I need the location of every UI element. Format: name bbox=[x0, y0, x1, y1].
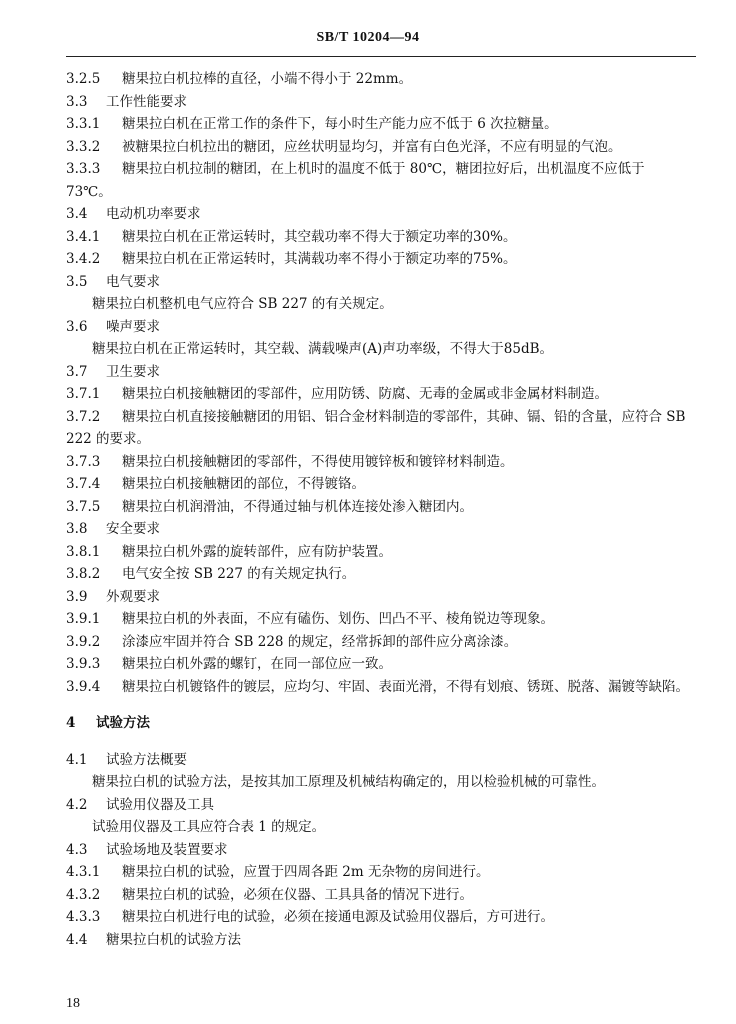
paragraph-line bbox=[66, 771, 694, 794]
clause-text: 工作性能要求 bbox=[106, 93, 187, 110]
paragraph-line bbox=[66, 271, 694, 294]
clause-number: 3.6 bbox=[66, 318, 88, 335]
paragraph-line bbox=[66, 451, 694, 474]
paragraph-line bbox=[66, 794, 694, 817]
section-number: 4 bbox=[66, 715, 76, 731]
clause-number: 3.9.2 bbox=[66, 633, 101, 650]
clause-number: 3.4.2 bbox=[66, 251, 101, 267]
clause-text: 试验场地及装置要求 bbox=[106, 841, 228, 858]
paragraph-line bbox=[66, 586, 694, 609]
clause-text: 糖果拉白机拉制的糖团，在上机时的温度不低于 80℃，糖团拉好后，出机温度不应低于 73℃。 bbox=[66, 161, 645, 200]
paragraph-line bbox=[66, 473, 694, 496]
clause-text: 糖果拉白机进行电的试验，必须在接通电源及试验用仪器后，方可进行。 bbox=[122, 909, 554, 925]
paragraph-line bbox=[66, 203, 694, 226]
clause-number: 3.8 bbox=[66, 521, 88, 537]
paragraph-line bbox=[66, 406, 694, 451]
clause-number: 3.3.1 bbox=[66, 116, 101, 132]
paragraph-line bbox=[66, 749, 694, 772]
clause-text: 糖果拉白机在正常运转时，其空载、满载噪声(A)声功率级，不得大于85dB。 bbox=[92, 341, 554, 357]
clause-number: 3.9.1 bbox=[66, 611, 101, 627]
paragraph-line bbox=[66, 631, 694, 654]
paragraph-line bbox=[66, 861, 694, 884]
clause-number: 3.3.2 bbox=[66, 138, 101, 155]
clause-number: 3.3 bbox=[66, 93, 88, 110]
clause-text: 糖果拉白机的外表面，不应有磕伤、划伤、凹凸不平、棱角锐边等现象。 bbox=[122, 611, 554, 627]
paragraph-line bbox=[66, 884, 694, 907]
clause-text: 噪声要求 bbox=[106, 318, 160, 335]
section-4-block bbox=[66, 749, 694, 952]
clause-text: 电动机功率要求 bbox=[106, 206, 201, 222]
document-body bbox=[66, 68, 694, 951]
clause-number: 3.7.5 bbox=[66, 498, 101, 515]
clause-number: 3.3.3 bbox=[66, 161, 101, 177]
clause-number: 3.7.3 bbox=[66, 453, 101, 470]
paragraph-line bbox=[66, 293, 694, 316]
clause-text: 糖果拉白机外露的螺钉，在同一部位应一致。 bbox=[122, 656, 392, 672]
standard-code-header: SB/T 10204—94 bbox=[316, 30, 420, 45]
clause-number: 4.4 bbox=[66, 931, 88, 948]
clause-text: 糖果拉白机接触糖团的部位，不得镀铬。 bbox=[122, 476, 365, 492]
paragraph-line bbox=[66, 91, 694, 114]
clause-text: 卫生要求 bbox=[106, 363, 160, 380]
clause-text: 糖果拉白机润滑油，不得通过轴与机体连接处渗入糖团内。 bbox=[122, 498, 473, 515]
paragraph-line bbox=[66, 158, 694, 203]
clause-text: 涂漆应牢固并符合 SB 228 的规定，经常拆卸的部件应分离涂漆。 bbox=[122, 633, 518, 650]
clause-text: 糖果拉白机拉棒的直径，小端不得小于 22mm。 bbox=[122, 71, 413, 87]
clause-text: 糖果拉白机整机电气应符合 SB 227 的有关规定。 bbox=[92, 296, 393, 312]
clause-number: 3.9.4 bbox=[66, 678, 101, 695]
paragraph-line bbox=[66, 316, 694, 339]
clause-number: 3.4 bbox=[66, 206, 88, 222]
paragraph-line bbox=[66, 676, 694, 699]
clause-text: 糖果拉白机外露的旋转部件，应有防护装置。 bbox=[122, 543, 392, 560]
clause-number: 3.9 bbox=[66, 588, 88, 605]
paragraph-line bbox=[66, 496, 694, 519]
paragraph-line bbox=[66, 518, 694, 541]
section-4-heading bbox=[66, 712, 694, 735]
clause-text: 被糖果拉白机拉出的糖团，应丝状明显均匀，并富有白色光泽，不应有明显的气泡。 bbox=[122, 138, 622, 155]
clause-text: 外观要求 bbox=[106, 588, 160, 605]
page-number: 18 bbox=[66, 996, 80, 1011]
clause-number: 4.2 bbox=[66, 796, 88, 813]
clause-number: 3.5 bbox=[66, 273, 88, 290]
clause-text: 试验用仪器及工具 bbox=[106, 796, 214, 813]
paragraph-line bbox=[66, 839, 694, 862]
clause-text: 糖果拉白机直接接触糖团的用铝、铝合金材料制造的零部件，其砷、镉、铅的含量，应符合 SB 222 的要求。 bbox=[66, 408, 686, 447]
clause-text: 糖果拉白机的试验方法 bbox=[106, 931, 241, 948]
paragraph-line bbox=[66, 383, 694, 406]
paragraph-line bbox=[66, 563, 694, 586]
clause-text: 糖果拉白机接触糖团的零部件，不得使用镀锌板和镀锌材料制造。 bbox=[122, 453, 514, 470]
paragraph-line bbox=[66, 226, 694, 249]
clause-text: 糖果拉白机的试验，应置于四周各距 2m 无杂物的房间进行。 bbox=[122, 864, 490, 880]
header-rule bbox=[66, 56, 696, 57]
clause-number: 3.8.2 bbox=[66, 566, 101, 582]
clause-number: 3.7.1 bbox=[66, 386, 101, 402]
clause-text: 糖果拉白机的试验，必须在仪器、工具具备的情况下进行。 bbox=[122, 886, 473, 903]
paragraph-line bbox=[66, 816, 694, 839]
clause-number: 4.3.3 bbox=[66, 909, 101, 925]
paragraph-line bbox=[66, 113, 694, 136]
section-3-block bbox=[66, 68, 694, 698]
clause-number: 4.1 bbox=[66, 751, 88, 768]
clause-text: 试验用仪器及工具应符合表 1 的规定。 bbox=[92, 819, 326, 835]
clause-number: 3.8.1 bbox=[66, 543, 101, 560]
paragraph-line bbox=[66, 68, 694, 91]
clause-text: 糖果拉白机的试验方法，是按其加工原理及机械结构确定的，用以检验机械的可靠性。 bbox=[92, 774, 605, 790]
clause-text: 电气要求 bbox=[106, 273, 160, 290]
clause-text: 糖果拉白机在正常工作的条件下，每小时生产能力应不低于 6 次拉糖量。 bbox=[122, 116, 558, 132]
paragraph-line bbox=[66, 653, 694, 676]
clause-number: 3.4.1 bbox=[66, 228, 101, 245]
paragraph-line bbox=[66, 248, 694, 271]
clause-text: 糖果拉白机接触糖团的零部件，应用防锈、防腐、无毒的金属或非金属材料制造。 bbox=[122, 386, 608, 402]
clause-text: 电气安全按 SB 227 的有关规定执行。 bbox=[122, 566, 356, 582]
paragraph-line bbox=[66, 361, 694, 384]
clause-number: 4.3.2 bbox=[66, 886, 101, 903]
clause-number: 3.7 bbox=[66, 363, 88, 380]
paragraph-line bbox=[66, 929, 694, 952]
paragraph-line bbox=[66, 541, 694, 564]
paragraph-line bbox=[66, 136, 694, 159]
clause-number: 4.3 bbox=[66, 841, 88, 858]
clause-text: 糖果拉白机镀铬件的镀层，应均匀、牢固、表面光滑，不得有划痕、锈斑、脱落、漏镀等缺陷。 bbox=[122, 678, 689, 695]
clause-text: 安全要求 bbox=[106, 521, 160, 537]
paragraph-line bbox=[66, 906, 694, 929]
clause-text: 糖果拉白机在正常运转时，其满载功率不得小于额定功率的75%。 bbox=[122, 251, 517, 267]
clause-text: 试验方法概要 bbox=[106, 751, 187, 768]
section-title: 试验方法 bbox=[96, 715, 150, 731]
clause-number: 4.3.1 bbox=[66, 864, 101, 880]
paragraph-line bbox=[66, 338, 694, 361]
paragraph-line bbox=[66, 608, 694, 631]
clause-number: 3.2.5 bbox=[66, 71, 101, 87]
clause-text: 糖果拉白机在正常运转时，其空载功率不得大于额定功率的30%。 bbox=[122, 228, 517, 245]
clause-number: 3.7.4 bbox=[66, 476, 101, 492]
clause-number: 3.9.3 bbox=[66, 656, 101, 672]
clause-number: 3.7.2 bbox=[66, 408, 101, 425]
